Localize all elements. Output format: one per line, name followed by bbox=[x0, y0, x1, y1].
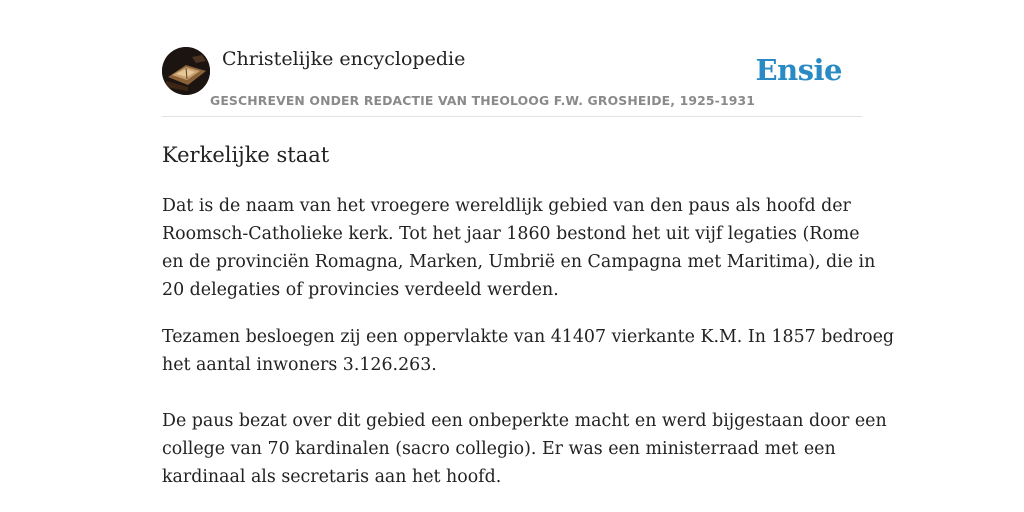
paragraph-line: kardinaal als secretaris aan het hoofd. bbox=[162, 467, 502, 487]
article-title: Kerkelijke staat bbox=[162, 143, 330, 167]
paragraph-2 bbox=[162, 323, 895, 379]
paragraph-line: college van 70 kardinalen (sacro collegio). Er was een ministerraad met een bbox=[162, 439, 836, 459]
site-subtitle: GESCHREVEN ONDER REDACTIE VAN THEOLOOG F.W. GROSHEIDE, 1925-1931 bbox=[210, 93, 756, 108]
ensie-logo[interactable]: Ensie bbox=[755, 53, 842, 87]
paragraph-1 bbox=[162, 192, 876, 304]
paragraph-line: en de provinciën Romagna, Marken, Umbrië en Campagna met Maritima), die in bbox=[162, 252, 876, 272]
book-thumbnail-graphic bbox=[162, 47, 210, 95]
paragraph-3 bbox=[162, 407, 887, 491]
paragraph-line: Dat is de naam van het vroegere wereldlijk gebied van den paus als hoofd der bbox=[162, 196, 851, 216]
paragraph-line: 20 delegaties of provincies verdeeld werden. bbox=[162, 280, 559, 300]
site-title[interactable]: Christelijke encyclopedie bbox=[222, 48, 466, 70]
book-thumbnail-icon[interactable] bbox=[162, 47, 210, 95]
paragraph-line: het aantal inwoners 3.126.263. bbox=[162, 355, 437, 375]
site-header bbox=[162, 46, 862, 117]
article-body bbox=[162, 138, 895, 491]
paragraph-line: De paus bezat over dit gebied een onbeperkte macht en werd bijgestaan door een bbox=[162, 411, 887, 431]
paragraph-line: Tezamen besloegen zij een oppervlakte van 41407 vierkante K.M. In 1857 bedroeg bbox=[162, 327, 895, 347]
paragraph-line: Roomsch-Catholieke kerk. Tot het jaar 1860 bestond het uit vijf legaties (Rome bbox=[162, 224, 860, 244]
